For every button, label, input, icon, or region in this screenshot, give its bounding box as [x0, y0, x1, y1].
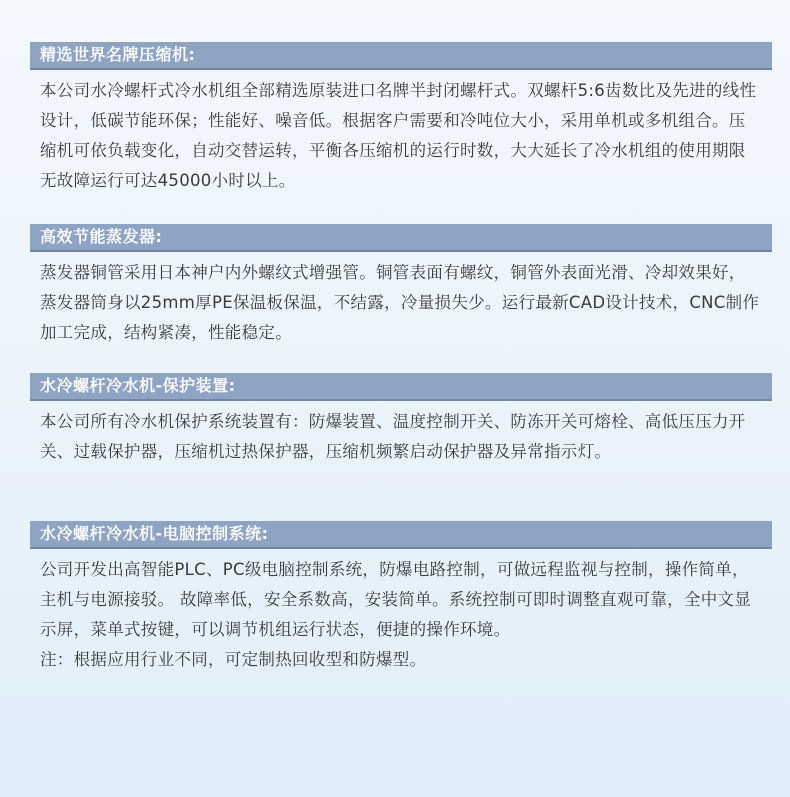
- section-body: [30, 70, 772, 196]
- section-control-system: [30, 521, 772, 675]
- section-title: 精选世界名牌压缩机:: [30, 42, 772, 70]
- section-paragraph: 蒸发器铜管采用日本神户内外螺纹式增强管。铜管表面有螺纹，铜管外表面光滑、冷却效果好，蒸发器筒身以25mm厚PE保温板保温，不结露，冷量损失少。运行最新CAD设计技术，CNC制作加工完成，结构紧凑，性能稳定。: [40, 263, 760, 342]
- section-body: [30, 401, 772, 467]
- section-compressor: [30, 42, 772, 196]
- section-title: 水冷螺杆冷水机-电脑控制系统:: [30, 521, 772, 549]
- section-body: [30, 252, 772, 348]
- section-title: 水冷螺杆冷水机-保护装置:: [30, 373, 772, 401]
- section-paragraph: 公司开发出高智能PLC、PC级电脑控制系统，防爆电路控制，可做远程监视与控制，操作简单，主机与电源接驳。 故障率低，安全系数高，安装简单。系统控制可即时调整直观可靠，全中文显示屏，菜单式按键，可以调节机组运行状态，便捷的操作环境。: [40, 560, 752, 639]
- section-protection: [30, 373, 772, 467]
- section-title: 高效节能蒸发器:: [30, 224, 772, 252]
- section-body: [30, 549, 772, 675]
- section-evaporator: [30, 224, 772, 348]
- section-paragraph: 本公司所有冷水机保护系统装置有：防爆装置、温度控制开关、防冻开关可熔栓、高低压压力开关、过载保护器，压缩机过热保护器，压缩机频繁启动保护器及异常指示灯。: [40, 412, 746, 461]
- section-paragraph: 本公司水冷螺杆式冷水机组全部精选原装进口名牌半封闭螺杆式。双螺杆5:6齿数比及先进的线性设计，低碳节能环保；性能好、噪音低。根据客户需要和冷吨位大小，采用单机或多机组合。压缩机可依负载变化，自动交替运转，平衡各压缩机的运行时数，大大延长了冷水机组的使用期限无故障运行可达45000小时以上。: [40, 81, 757, 190]
- section-note: 注：根据应用行业不同，可定制热回收型和防爆型。: [40, 650, 427, 669]
